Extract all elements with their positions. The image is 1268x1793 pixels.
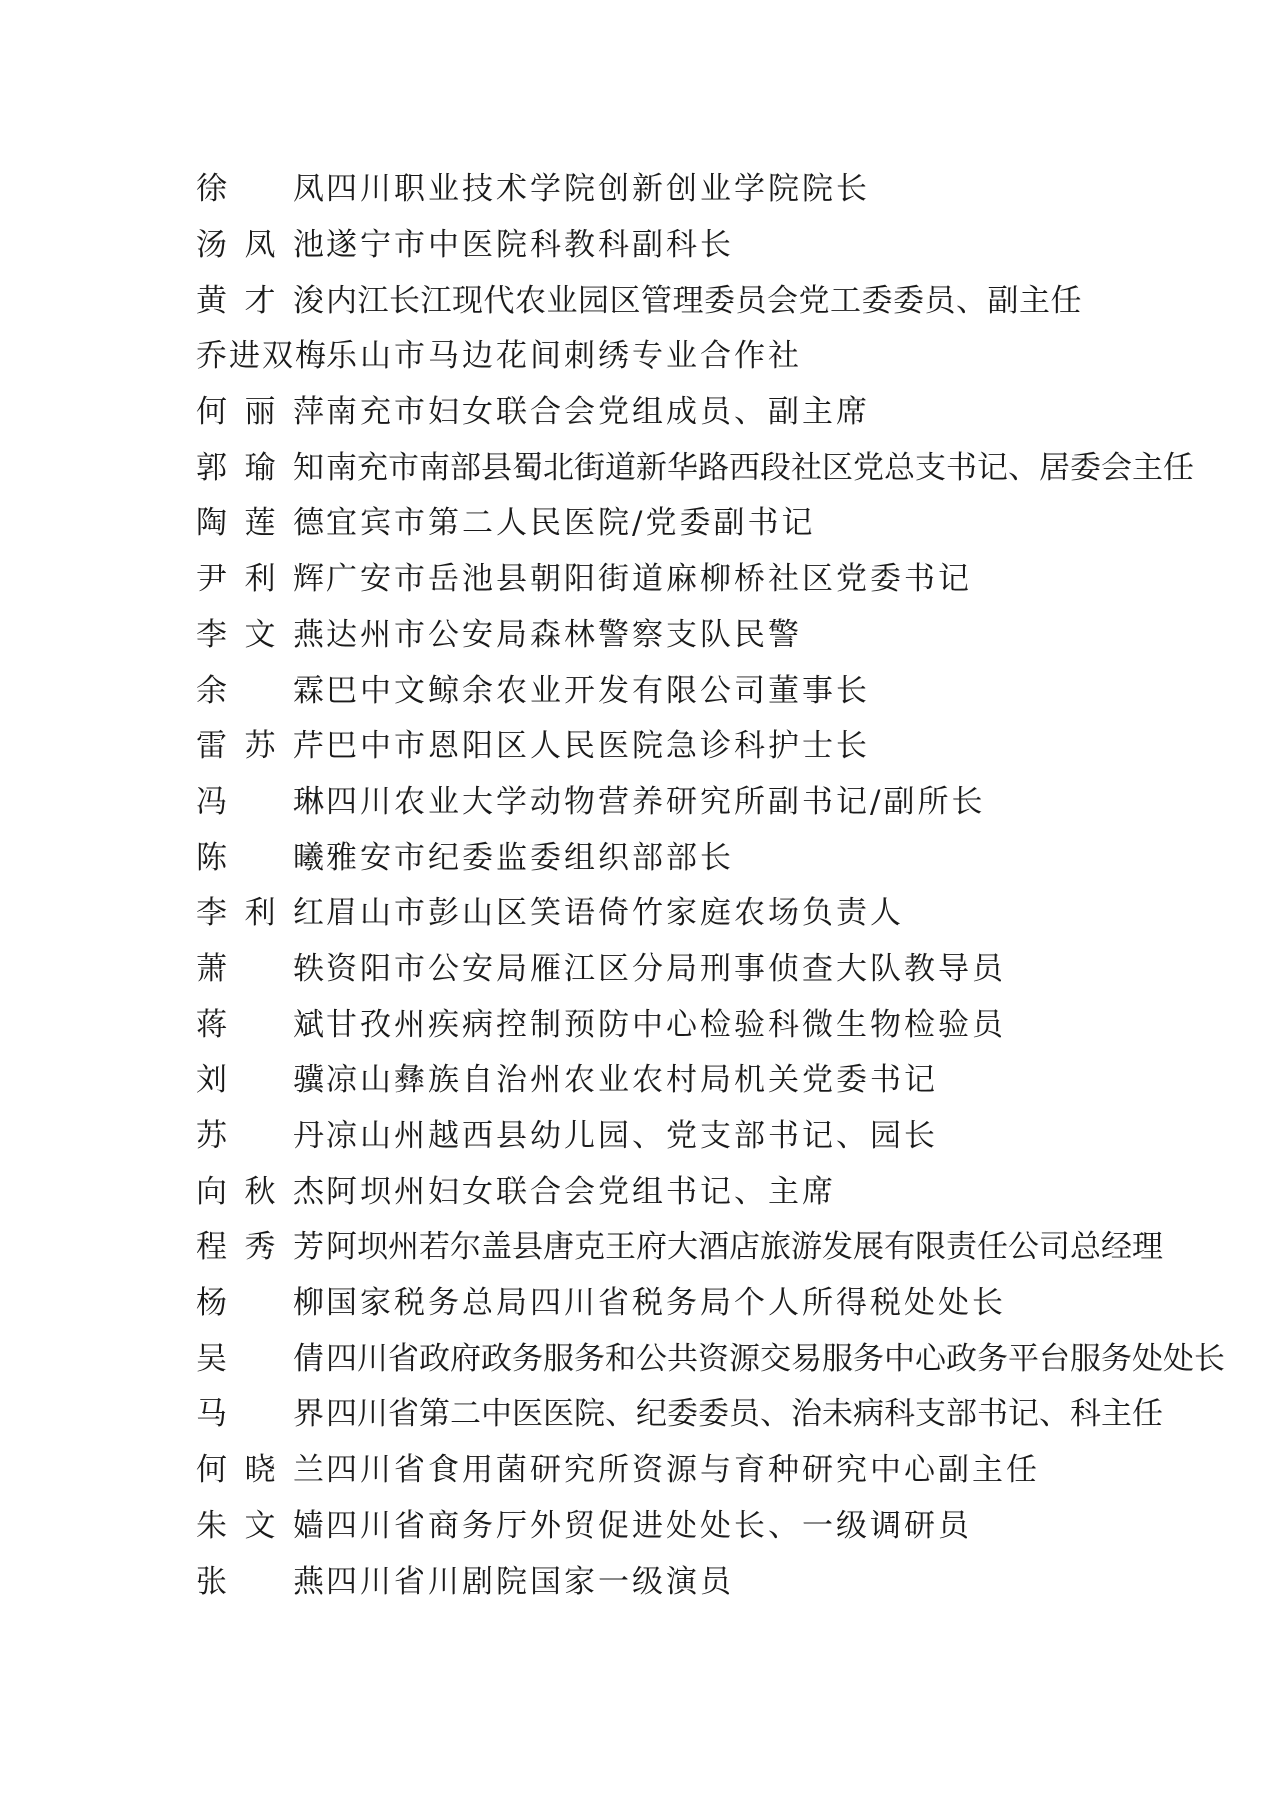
- list-item: [196, 269, 1206, 325]
- person-title: 四川省食用菌研究所资源与育种研究中心副主任: [326, 1452, 1040, 1489]
- person-title: 四川省第二中医医院、纪委委员、治未病科支部书记、科主任: [326, 1396, 1163, 1433]
- person-name: 冯 琳: [196, 783, 326, 820]
- person-title: 资阳市公安局雁江区分局刑事侦查大队教导员: [326, 950, 1006, 987]
- person-name: 杨 柳: [196, 1285, 326, 1322]
- list-item: [196, 1550, 1206, 1606]
- person-name: 张 燕: [196, 1563, 326, 1600]
- person-title: 凉山彝族自治州农业农村局机关党委书记: [326, 1062, 938, 1099]
- person-name: 李文燕: [196, 616, 326, 653]
- person-title: 四川农业大学动物营养研究所副书记/副所长: [326, 783, 986, 820]
- list-item: [196, 158, 1206, 214]
- person-name: 苏 丹: [196, 1118, 326, 1155]
- list-item: [196, 659, 1206, 715]
- list-item: [196, 1495, 1206, 1551]
- list-item: [196, 1105, 1206, 1161]
- person-title: 乐山市马边花间刺绣专业合作社: [326, 338, 802, 375]
- person-name: 何丽萍: [196, 394, 326, 431]
- list-item: [196, 1327, 1225, 1383]
- person-name: 徐 凤: [196, 171, 326, 208]
- list-item: [196, 1160, 1206, 1216]
- person-name: 乔进双梅: [196, 338, 328, 375]
- list-item: [196, 214, 1206, 270]
- person-name: 蒋 斌: [196, 1006, 326, 1043]
- list-item: [196, 771, 1206, 827]
- name-list: [196, 158, 1225, 1606]
- list-item: [196, 604, 1206, 660]
- person-title: 阿坝州妇女联合会党组书记、主席: [326, 1173, 836, 1210]
- person-title: 雅安市纪委监委组织部部长: [326, 839, 734, 876]
- person-title: 内江长江现代农业园区管理委员会党工委委员、副主任: [326, 282, 1082, 319]
- person-title: 凉山州越西县幼儿园、党支部书记、园长: [326, 1118, 938, 1155]
- list-item: [196, 492, 1206, 548]
- person-name: 雷苏芹: [196, 728, 326, 765]
- person-title: 四川省川剧院国家一级演员: [326, 1563, 734, 1600]
- person-name: 向秋杰: [196, 1173, 326, 1210]
- person-name: 郭瑜知: [196, 449, 326, 486]
- person-name: 汤凤池: [196, 227, 326, 264]
- person-name: 吴 倩: [196, 1340, 326, 1377]
- person-title: 巴中市恩阳区人民医院急诊科护士长: [326, 728, 870, 765]
- person-name: 陶莲德: [196, 505, 326, 542]
- person-name: 程秀芳: [196, 1229, 326, 1266]
- list-item: [196, 325, 1206, 381]
- person-name: 何晓兰: [196, 1452, 326, 1489]
- list-item: [196, 1049, 1206, 1105]
- person-title: 宜宾市第二人民医院/党委副书记: [326, 505, 816, 542]
- list-item: [196, 1272, 1206, 1328]
- list-item: [196, 1383, 1206, 1439]
- list-item: [196, 938, 1206, 994]
- person-name: 黄才浚: [196, 282, 326, 319]
- person-title: 阿坝州若尔盖县唐克王府大酒店旅游发展有限责任公司总经理: [326, 1229, 1163, 1266]
- list-item: [196, 993, 1206, 1049]
- person-name: 刘 骥: [196, 1062, 326, 1099]
- person-name: 尹利辉: [196, 561, 326, 598]
- person-title: 广安市岳池县朝阳街道麻柳桥社区党委书记: [326, 561, 972, 598]
- person-title: 达州市公安局森林警察支队民警: [326, 616, 802, 653]
- list-item: [196, 1439, 1206, 1495]
- list-item: [196, 1216, 1206, 1272]
- person-title: 遂宁市中医院科教科副科长: [326, 227, 734, 264]
- person-title: 国家税务总局四川省税务局个人所得税处处长: [326, 1285, 1006, 1322]
- list-item: [196, 436, 1206, 492]
- person-name: 萧 轶: [196, 950, 326, 987]
- person-title: 四川职业技术学院创新创业学院院长: [326, 171, 870, 208]
- person-title: 巴中文鲸余农业开发有限公司董事长: [326, 672, 870, 709]
- list-item: [196, 715, 1206, 771]
- list-item: [196, 826, 1206, 882]
- person-title: 南充市妇女联合会党组成员、副主席: [326, 394, 870, 431]
- person-title: 甘孜州疾病控制预防中心检验科微生物检验员: [326, 1006, 1006, 1043]
- list-item: [196, 381, 1206, 437]
- person-title: 四川省政府政务服务和公共资源交易服务中心政务平台服务处处长: [326, 1340, 1225, 1377]
- person-name: 朱文嫱: [196, 1507, 326, 1544]
- person-name: 余 霖: [196, 672, 326, 709]
- list-item: [196, 882, 1206, 938]
- person-name: 陈 曦: [196, 839, 326, 876]
- person-title: 眉山市彭山区笑语倚竹家庭农场负责人: [326, 895, 904, 932]
- person-title: 南充市南部县蜀北街道新华路西段社区党总支书记、居委会主任: [326, 449, 1194, 486]
- list-item: [196, 548, 1206, 604]
- person-name: 马 界: [196, 1396, 326, 1433]
- person-title: 四川省商务厅外贸促进处处长、一级调研员: [326, 1507, 972, 1544]
- person-name: 李利红: [196, 895, 326, 932]
